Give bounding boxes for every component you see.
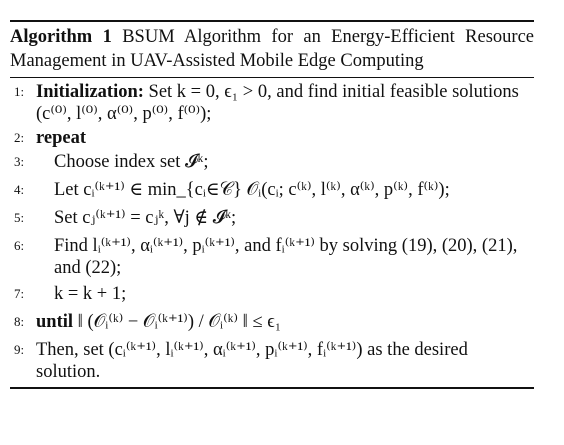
step-number: 9: (14, 342, 25, 357)
step-keyword: until (36, 312, 74, 332)
step-text: Then, set (cᵢ⁽ᵏ⁺¹⁾, lᵢ⁽ᵏ⁺¹⁾, αᵢ⁽ᵏ⁺¹⁾, pᵢ⁽ᵏ⁺¹⁾, fᵢ⁽ᵏ⁺¹⁾) as the desired solution. (36, 340, 468, 382)
step-number: 8: (14, 314, 25, 329)
step-text: Find lᵢ⁽ᵏ⁺¹⁾, αᵢ⁽ᵏ⁺¹⁾, pᵢ⁽ᵏ⁺¹⁾, and fᵢ⁽ᵏ⁺¹⁾ by solving (19), (20), (21), and (22); (54, 236, 518, 278)
step-text: Let cᵢ⁽ᵏ⁺¹⁾ ∈ min_{cᵢ∈𝒞} 𝒪ᵢ(cᵢ; c⁽ᵏ⁾, l⁽ᵏ⁾, α⁽ᵏ⁾, p⁽ᵏ⁾, f⁽ᵏ⁾); (54, 180, 450, 200)
step-number: 2: (14, 130, 25, 145)
step-text: Set cⱼ⁽ᵏ⁺¹⁾ = cⱼᵏ, ∀j ∉ 𝓘ᵏ; (54, 208, 237, 228)
algorithm-title: BSUM Algorithm for an Energy-Efficient Resource Management in UAV-Assisted Mobile Edge Computing (10, 27, 535, 71)
step-5 (10, 207, 534, 229)
step-9 (10, 339, 534, 383)
step-8 (10, 311, 534, 333)
step-text: Choose index set 𝓘ᵏ; (54, 152, 209, 172)
step-number: 3: (14, 154, 25, 169)
algorithm-box (10, 20, 534, 389)
step-body (36, 311, 534, 333)
step-6 (10, 235, 534, 279)
algorithm-steps (10, 78, 534, 383)
algorithm-label: Algorithm 1 (10, 27, 112, 47)
step-4 (10, 179, 534, 201)
step-number: 6: (14, 238, 25, 253)
step-keyword: Initialization: (36, 82, 144, 102)
step-text: k = k + 1; (54, 284, 127, 304)
step-body (36, 81, 534, 125)
step-keyword: repeat (36, 128, 86, 148)
step-number: 4: (14, 182, 25, 197)
bottom-rule (10, 387, 534, 389)
step-1 (10, 81, 534, 125)
step-number: 5: (14, 210, 25, 225)
step-3 (10, 151, 534, 173)
step-number: 7: (14, 286, 25, 301)
step-body (36, 127, 534, 149)
step-text: Set k = 0, ϵ₁ > 0, and find initial feasible solutions (c⁽⁰⁾, l⁽⁰⁾, α⁽⁰⁾, p⁽⁰⁾, f⁽⁰⁾); (36, 82, 519, 124)
algorithm-caption (10, 22, 534, 77)
step-text: ‖ (𝒪ᵢ⁽ᵏ⁾ − 𝒪ᵢ⁽ᵏ⁺¹⁾) / 𝒪ᵢ⁽ᵏ⁾ ‖ ≤ ϵ₁ (77, 312, 282, 332)
step-7 (10, 283, 534, 305)
step-2 (10, 127, 534, 149)
step-number: 1: (14, 84, 25, 99)
